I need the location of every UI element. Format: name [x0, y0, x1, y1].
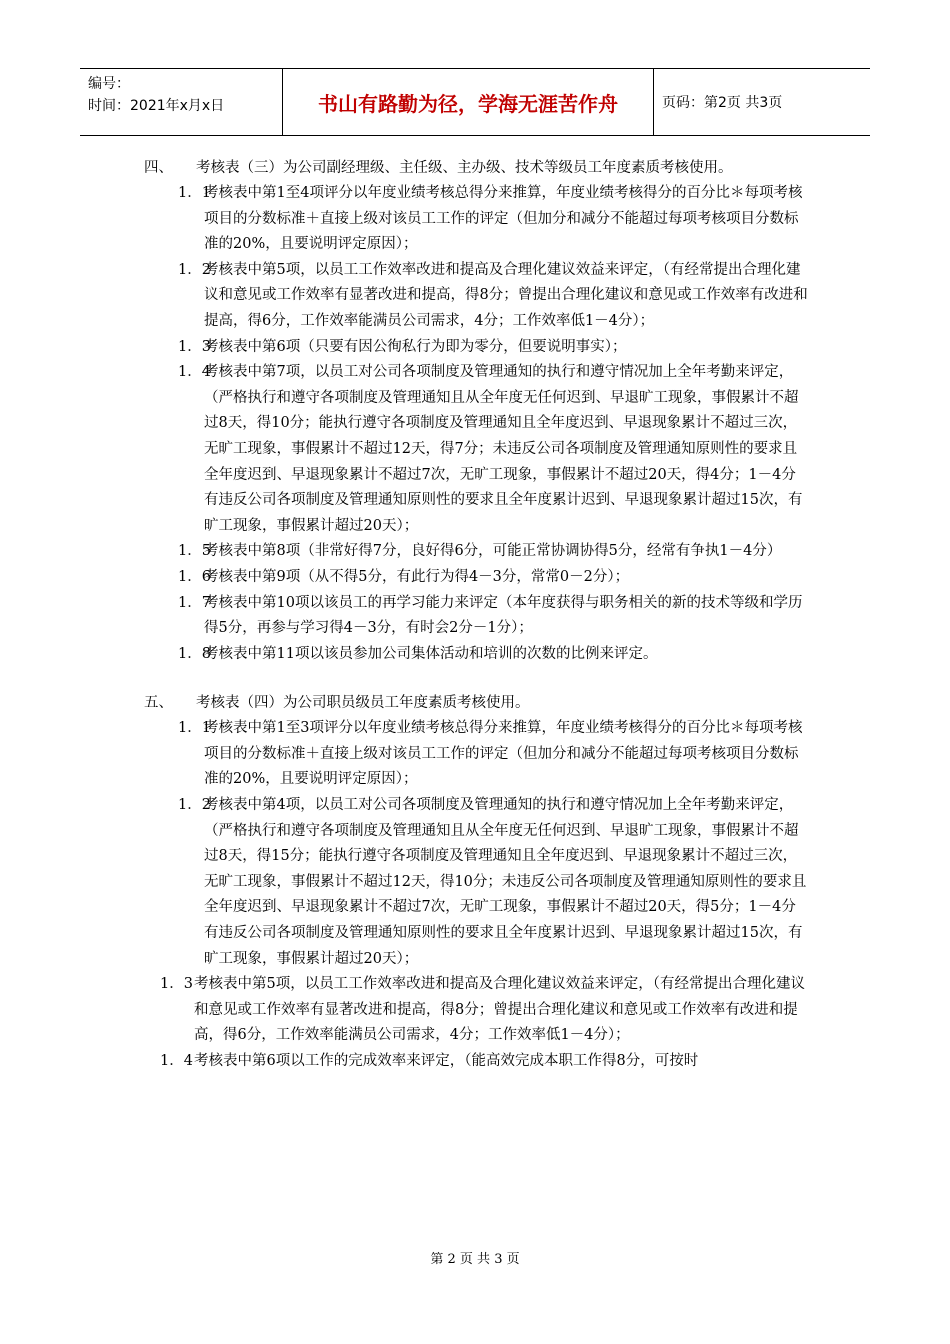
item-number: 1．4 [160, 1053, 193, 1069]
item-number: 1．8 [178, 645, 211, 662]
document-body [0, 156, 950, 1075]
header-meta [80, 69, 282, 135]
list-item [160, 972, 810, 1049]
item-text: 考核表中第4项，以员工对公司各项制度及管理通知的执行和遵守情况加上全年考勤来评定，（严格执行和遵守各项制度及管理通知且从全年度无任何迟到、早退旷工现象，事假累计不超过8天，得15分；能执行遵守各项制度及管理通知且全年度迟到、早退现象累计不超过三次，无旷工现象，事假累计不超过12天，得10分；未违反公司各项制度及管理通知原则性的要求且全年度迟到、早退现象累计不超过7次，无旷工现象，事假累计不超过20天，得5分；1－4分有违反公司各项制度及管理通知原则性的要求且全年度累计迟到、早退现象累计超过15次，有旷工现象，事假累计超过20天）； [204, 797, 807, 967]
item-number: 1．5 [178, 543, 211, 560]
section-4-items [178, 181, 950, 667]
item-text: 考核表中第7项，以员工对公司各项制度及管理通知的执行和遵守情况加上全年考勤来评定，（严格执行和遵守各项制度及管理通知且从全年度无任何迟到、早退旷工现象，事假累计不超过8天，得10分；能执行遵守各项制度及管理通知且全年度迟到、早退现象累计不超过三次，无旷工现象，事假累计不超过12天，得7分；未违反公司各项制度及管理通知原则性的要求且全年度迟到、早退现象累计不超过7次，无旷工现象，事假累计不超过20天，得4分；1－4分有违反公司各项制度及管理通知原则性的要求且全年度累计迟到、早退现象累计超过15次，有旷工现象，事假累计超过20天）； [204, 364, 803, 534]
item-text: 考核表中第9项（从不得5分，有此行为得4－3分，常常0－2分）； [204, 568, 630, 585]
section-5-items [178, 716, 950, 972]
header-motto: 书山有路勤为径，学海无涯苦作舟 [282, 69, 654, 135]
header-date: 时间：2021年x月x日 [88, 98, 225, 114]
list-item [178, 793, 810, 972]
header-page-number: 页码：第2页 共3页 [662, 95, 783, 111]
item-text: 考核表中第1至4项评分以年度业绩考核总得分来推算，年度业绩考核得分的百分比＊每项考核项目的分数标准＋直接上级对该员工工作的评定（但加分和减分不能超过每项考核项目分数标准的20%，且要说明评定原因）； [204, 185, 803, 253]
item-number: 1．6 [178, 568, 211, 585]
list-item [160, 1049, 810, 1075]
item-number: 1．7 [178, 594, 211, 611]
item-number: 1．1 [178, 185, 211, 201]
section-5-items-continued [160, 972, 950, 1074]
section-5 [144, 691, 812, 716]
section-number: 五、 [144, 695, 173, 712]
list-item [178, 539, 810, 565]
item-text: 考核表中第6项（只要有因公徇私行为即为零分，但要说明事实）； [204, 338, 627, 355]
item-text: 考核表中第6项以工作的完成效率来评定，（能高效完成本职工作得8分，可按时 [194, 1053, 699, 1069]
page-footer: 第 2 页 共 3 页 [430, 1252, 520, 1267]
list-item [178, 181, 810, 258]
item-text: 考核表中第11项以该员参加公司集体活动和培训的次数的比例来评定。 [204, 645, 658, 662]
item-text: 考核表中第8项（非常好得7分，良好得6分，可能正常协调协得5分，经常有争执1－4分） [204, 543, 782, 560]
item-number: 1．2 [178, 797, 211, 814]
section-text: 考核表（四）为公司职员级员工年度素质考核使用。 [196, 695, 530, 712]
page-header [80, 68, 870, 136]
item-text: 考核表中第10项以该员工的再学习能力来评定（本年度获得与职务相关的新的技术等级和学历得5分，再参与学习得4－3分，有时会2分－1分）； [204, 594, 803, 637]
item-number: 1．1 [178, 720, 211, 737]
item-number: 1．3 [160, 976, 193, 993]
item-number: 1．4 [178, 364, 211, 381]
item-text: 考核表中第5项，以员工工作效率改进和提高及合理化建议效益来评定，（有经常提出合理化建议和意见或工作效率有显著改进和提高，得8分；曾提出合理化建议和意见或工作效率有改进和提高，得6分，工作效率能满员公司需求，4分；工作效率低1－4分）； [204, 261, 808, 329]
list-item [178, 258, 810, 335]
section-text: 考核表（三）为公司副经理级、主任级、主办级、技术等级员工年度素质考核使用。 [196, 160, 733, 176]
item-text: 考核表中第1至3项评分以年度业绩考核总得分来推算，年度业绩考核得分的百分比＊每项考核项目的分数标准＋直接上级对该员工工作的评定（但加分和减分不能超过每项考核项目分数标准的20%，且要说明评定原因）； [204, 720, 803, 788]
serial-number: 编号： [88, 76, 130, 92]
list-item [178, 591, 810, 642]
list-item [178, 335, 810, 361]
section-number: 四、 [144, 160, 173, 176]
item-text: 考核表中第5项，以员工工作效率改进和提高及合理化建议效益来评定，（有经常提出合理化建议和意见或工作效率有显著改进和提高，得8分；曾提出合理化建议和意见或工作效率有改进和提高，得6分，工作效率能满员公司需求，4分；工作效率低1－4分）； [194, 976, 805, 1044]
list-item [178, 716, 810, 793]
item-number: 1．3 [178, 338, 211, 355]
list-item [178, 360, 810, 539]
list-item [178, 642, 810, 668]
list-item [178, 565, 810, 591]
item-number: 1．2 [178, 261, 211, 278]
section-4 [144, 156, 812, 181]
